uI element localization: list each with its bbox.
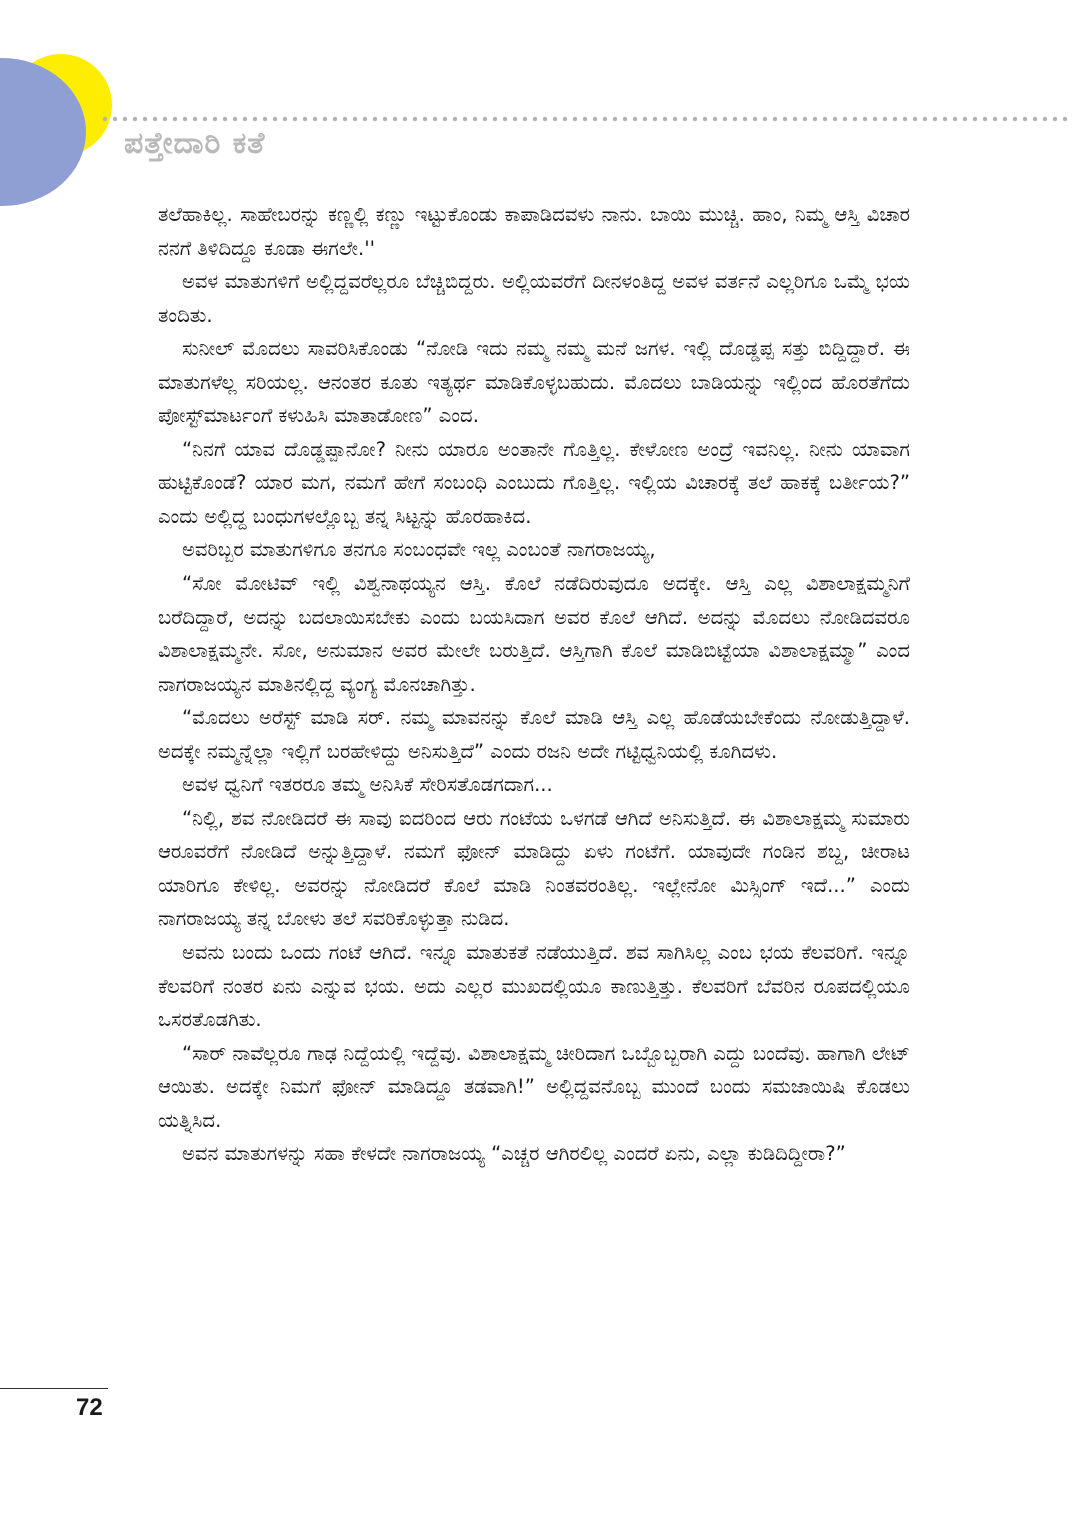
story-body: [158, 198, 910, 1390]
paragraph: ತಲೆಹಾಕಿಲ್ಲ. ಸಾಹೇಬರನ್ನು ಕಣ್ಣಲ್ಲಿ ಕಣ್ಣು ಇಟ್ಟುಕೊಂಡು ಕಾಪಾಡಿದವಳು ನಾನು. ಬಾಯಿ ಮುಚ್ಚಿ. ಹಾಂ, ನಿಮ್ಮ ಆಸ್ತಿ ವಿಚಾರ ನನಗೆ ತಿಳಿದಿದ್ದೂ ಕೂಡಾ ಈಗಲೇ.'': [158, 203, 910, 260]
paragraph: “ನಿಲ್ಲಿ, ಶವ ನೋಡಿದರೆ ಈ ಸಾವು ಐದರಿಂದ ಆರು ಗಂಟೆಯ ಒಳಗಡೆ ಆಗಿದೆ ಅನಿಸುತ್ತಿದೆ. ಈ ವಿಶಾಲಾಕ್ಷಮ್ಮ ಸುಮಾರು ಆರೂವರೆಗೆ ನೋಡಿದೆ ಅನ್ನುತ್ತಿದ್ದಾಳೆ. ನಮಗೆ ಫೋನ್ ಮಾಡಿದ್ದು ಏಳು ಗಂಟೆಗೆ. ಯಾವುದೇ ಗಂಡಿನ ಶಬ್ದ, ಚೀರಾಟ ಯಾರಿಗೂ ಕೇಳಿಲ್ಲ. ಅವರನ್ನು ನೋಡಿದರೆ ಕೊಲೆ ಮಾಡಿ ನಿಂತವರಂತಿಲ್ಲ. ಇಲ್ಲೇನೋ ಮಿಸ್ಸಿಂಗ್ ಇದೆ...” ಎಂದು ನಾಗರಾಜಯ್ಯ ತನ್ನ ಬೋಳು ತಲೆ ಸವರಿಕೊಳ್ಳುತ್ತಾ ನುಡಿದ.: [158, 806, 910, 931]
paragraph: ಸುನೀಲ್ ಮೊದಲು ಸಾವರಿಸಿಕೊಂಡು “ನೋಡಿ ಇದು ನಮ್ಮ ನಮ್ಮ ಮನೆ ಜಗಳ. ಇಲ್ಲಿ ದೊಡ್ಡಪ್ಪ ಸತ್ತು ಬಿದ್ದಿದ್ದಾರೆ. ಈ ಮಾತುಗಳೆಲ್ಲ ಸರಿಯಲ್ಲ. ಆನಂತರ ಕೂತು ಇತ್ಯರ್ಥ ಮಾಡಿಕೊಳ್ಳಬಹುದು. ಮೊದಲು ಬಾಡಿಯನ್ನು ಇಲ್ಲಿಂದ ಹೊರತೆಗೆದು ಪೋಸ್ಟ್‌ಮಾರ್ಟಂಗೆ ಕಳುಹಿಸಿ ಮಾತಾಡೋಣ” ಎಂದ.: [158, 337, 910, 428]
paragraph: ಅವನು ಬಂದು ಒಂದು ಗಂಟೆ ಆಗಿದೆ. ಇನ್ನೂ ಮಾತುಕತೆ ನಡೆಯುತ್ತಿದೆ. ಶವ ಸಾಗಿಸಿಲ್ಲ ಎಂಬ ಭಯ ಕೆಲವರಿಗೆ. ಇನ್ನೂ ಕೆಲವರಿಗೆ ನಂತರ ಏನು ಎನ್ನುವ ಭಯ. ಅದು ಎಲ್ಲರ ಮುಖದಲ್ಲಿಯೂ ಕಾಣುತ್ತಿತ್ತು. ಕೆಲವರಿಗೆ ಬೆವರಿನ ರೂಪದಲ್ಲಿಯೂ ಒಸರತೊಡಗಿತು.: [158, 941, 910, 1032]
paragraph: “ನಿನಗೆ ಯಾವ ದೊಡ್ಡಪ್ಪಾನೋ? ನೀನು ಯಾರೂ ಅಂತಾನೇ ಗೊತ್ತಿಲ್ಲ. ಕೇಳೋಣ ಅಂದ್ರೆ ಇವನಿಲ್ಲ. ನೀನು ಯಾವಾಗ ಹುಟ್ಟಿಕೊಂಡೆ? ಯಾರ ಮಗ, ನಮಗೆ ಹೇಗೆ ಸಂಬಂಧಿ ಎಂಬುದು ಗೊತ್ತಿಲ್ಲ. ಇಲ್ಲಿಯ ವಿಚಾರಕ್ಕೆ ತಲೆ ಹಾಕಕ್ಕೆ ಬರ್ತೀಯ?” ಎಂದು ಅಲ್ಲಿದ್ದ ಬಂಧುಗಳಲ್ಲೊಬ್ಬ ತನ್ನ ಸಿಟ್ಟನ್ನು ಹೊರಹಾಕಿದ.: [158, 437, 910, 528]
section-title: ಪತ್ತೇದಾರಿ ಕತೆ: [124, 126, 266, 161]
paragraph: “ಸಾರ್ ನಾವೆಲ್ಲರೂ ಗಾಢ ನಿದ್ದೆಯಲ್ಲಿ ಇದ್ದೆವು. ವಿಶಾಲಾಕ್ಷಮ್ಮ ಚೀರಿದಾಗ ಒಬ್ಬೊಬ್ಬರಾಗಿ ಎದ್ದು ಬಂದೆವು. ಹಾಗಾಗಿ ಲೇಟ್ ಆಯಿತು. ಅದಕ್ಕೇ ನಿಮಗೆ ಫೋನ್ ಮಾಡಿದ್ದೂ ತಡವಾಗಿ!” ಅಲ್ಲಿದ್ದವನೊಬ್ಬ ಮುಂದೆ ಬಂದು ಸಮಜಾಯಿಷಿ ಕೊಡಲು ಯತ್ನಿಸಿದ.: [158, 1041, 910, 1132]
dotted-header-rule: [100, 116, 1072, 122]
footer-rule: [0, 1388, 108, 1389]
paragraph: ಅವರಿಬ್ಬರ ಮಾತುಗಳಿಗೂ ತನಗೂ ಸಂಬಂಧವೇ ಇಲ್ಲ ಎಂಬಂತೆ ನಾಗರಾಜಯ್ಯ,: [182, 538, 656, 562]
paragraph: “ಸೋ ಮೋಟಿವ್ ಇಲ್ಲಿ ವಿಶ್ವನಾಥಯ್ಯನ ಆಸ್ತಿ. ಕೊಲೆ ನಡೆದಿರುವುದೂ ಅದಕ್ಕೇ. ಆಸ್ತಿ ಎಲ್ಲ ವಿಶಾಲಾಕ್ಷಮ್ಮನಿಗೆ ಬರೆದಿದ್ದಾರೆ, ಅದನ್ನು ಬದಲಾಯಿಸಬೇಕು ಎಂದು ಬಯಸಿದಾಗ ಅವರ ಕೊಲೆ ಆಗಿದೆ. ಅದನ್ನು ಮೊದಲು ನೋಡಿದವರೂ ವಿಶಾಲಾಕ್ಷಮ್ಮನೇ. ಸೋ, ಅನುಮಾನ ಅವರ ಮೇಲೇ ಬರುತ್ತಿದೆ. ಆಸ್ತಿಗಾಗಿ ಕೊಲೆ ಮಾಡಿಬಿಟ್ಟೆಯಾ ವಿಶಾಲಾಕ್ಷಮ್ಮಾ” ಎಂದ ನಾಗರಾಜಯ್ಯನ ಮಾತಿನಲ್ಲಿದ್ದ ವ್ಯಂಗ್ಯ ಮೊನಚಾಗಿತ್ತು.: [158, 572, 910, 696]
paragraph: ಅವನ ಮಾತುಗಳನ್ನು ಸಹಾ ಕೇಳದೇ ನಾಗರಾಜಯ್ಯ “ಎಚ್ಚರ ಆಗಿರಲಿಲ್ಲ ಎಂದರೆ ಏನು, ಎಲ್ಲಾ ಕುಡಿದಿದ್ದೀರಾ?”: [182, 1142, 846, 1166]
page-number: 72: [76, 1394, 103, 1421]
paragraph: ಅವಳ ಧ್ವನಿಗೆ ಇತರರೂ ತಮ್ಮ ಅನಿಸಿಕೆ ಸೇರಿಸತೊಡಗದಾಗ...: [182, 773, 553, 797]
paragraph: “ಮೊದಲು ಅರೆಸ್ಟ್ ಮಾಡಿ ಸರ್. ನಮ್ಮ ಮಾವನನ್ನು ಕೊಲೆ ಮಾಡಿ ಆಸ್ತಿ ಎಲ್ಲ ಹೊಡೆಯಬೇಕೆಂದು ನೋಡುತ್ತಿದ್ದಾಳೆ. ಅದಕ್ಕೇ ನಮ್ಮನ್ನೆಲ್ಲಾ ಇಲ್ಲಿಗೆ ಬರಹೇಳಿದ್ದು ಅನಿಸುತ್ತಿದೆ” ಎಂದು ರಜನಿ ಅದೇ ಗಟ್ಟಿಧ್ವನಿಯಲ್ಲಿ ಕೂಗಿದಳು.: [158, 706, 910, 763]
paragraph: ಅವಳ ಮಾತುಗಳಿಗೆ ಅಲ್ಲಿದ್ದವರೆಲ್ಲರೂ ಬೆಚ್ಚಿಬಿದ್ದರು. ಅಲ್ಲಿಯವರೆಗೆ ದೀನಳಂತಿದ್ದ ಅವಳ ವರ್ತನೆ ಎಲ್ಲರಿಗೂ ಒಮ್ಮೆ ಭಯ ತಂದಿತು.: [158, 270, 910, 327]
